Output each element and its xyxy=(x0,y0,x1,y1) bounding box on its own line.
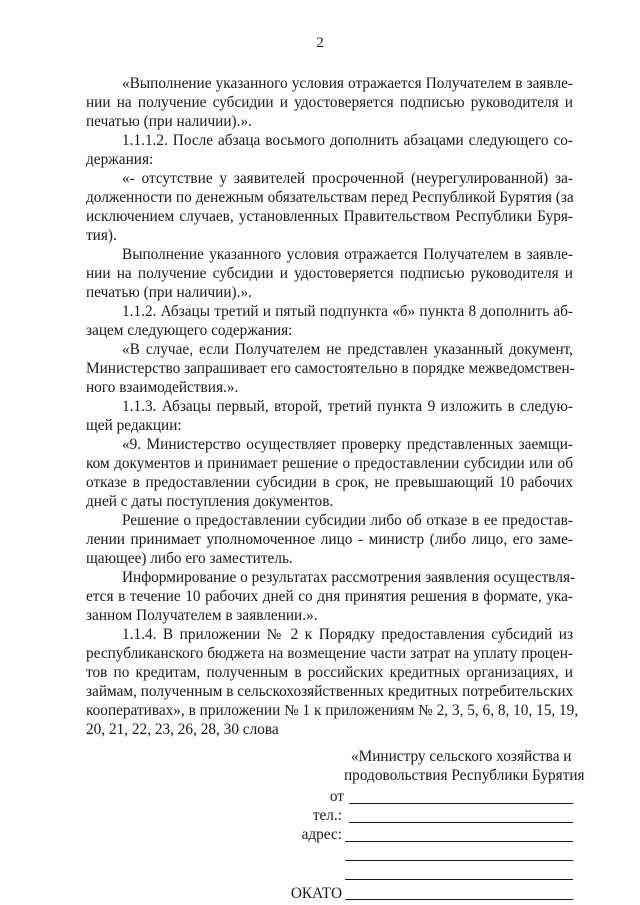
text-line: долженности по денежным обязательствам перед Республикой Бурятия (за xyxy=(86,189,574,206)
text-line: ного взаимодействия.». xyxy=(86,379,239,396)
phone-input-line[interactable] xyxy=(349,822,573,823)
text-line: «- отсутствие у заявителей просроченной (неурегулированной) за- xyxy=(122,170,573,187)
okato-label: ОКАТО xyxy=(290,885,342,902)
address-input-line[interactable] xyxy=(345,879,573,880)
text-line: 1.1.4. В приложении № 2 к Порядку предоставления субсидий из xyxy=(122,626,573,643)
text-line: 20, 21, 22, 23, 26, 28, 30 слова xyxy=(86,721,279,738)
text-line: «В случае, если Получателем не представлен указанный документ, xyxy=(122,341,573,358)
phone-label: тел.: xyxy=(312,807,342,824)
text-line: 1.1.1.2. После абзаца восьмого дополнить абзацами следующего со- xyxy=(122,132,573,149)
text-line: печатью (при наличии).». xyxy=(86,284,252,301)
text-line: ется в течение 10 рабочих дней со дня принятия решения в формате, ука- xyxy=(86,588,573,605)
text-line: кооперативах», в приложении № 1 к приложениям № 2, 3, 5, 6, 8, 10, 15, 19, xyxy=(86,702,579,719)
text-line: исключением случаев, установленных Правительством Республики Буря- xyxy=(86,208,573,225)
text-line: занном Получателем в заявлении.». xyxy=(86,607,318,624)
text-line: ком документов и принимает решение о предоставлении субсидии или об xyxy=(86,455,573,472)
text-line: займам, полученным в сельскохозяйственных кредитных потребительских xyxy=(86,683,574,700)
text-line: 1.1.2. Абзацы третий и пятый подпункта «б» пункта 8 дополнить аб- xyxy=(122,303,573,320)
text-line: зацем следующего содержания: xyxy=(86,322,293,339)
from-input-line[interactable] xyxy=(349,803,573,804)
address-label: адрес: xyxy=(301,826,342,843)
text-line: 1.1.3. Абзацы первый, второй, третий пункта 9 изложить в следую- xyxy=(122,398,573,415)
text-line: лении принимает уполномоченное лицо - министр (либо лицо, его заме- xyxy=(86,531,573,548)
address-input-line[interactable] xyxy=(345,841,573,842)
text-line: нии на получение субсидии и удостоверяется подписью руководителя и xyxy=(86,265,573,282)
page-number: 2 xyxy=(316,35,324,51)
text-line: печатью (при наличии).». xyxy=(86,113,252,130)
text-line: щающее) либо его заместитель. xyxy=(86,550,293,567)
addressee-line: продовольствия Республики Бурятия xyxy=(344,767,585,784)
text-line: Решение о предоставлении субсидии либо об отказе в ее предостав- xyxy=(122,512,573,529)
text-line: тия). xyxy=(86,227,117,244)
text-line: отказе в предоставлении субсидии в срок, не превышающий 10 рабочих xyxy=(86,474,573,491)
address-input-line[interactable] xyxy=(345,860,573,861)
text-line: «Выполнение указанного условия отражается Получателем в заявле- xyxy=(122,75,573,92)
text-line: Информирование о результатах рассмотрения заявления осуществля- xyxy=(122,569,576,586)
text-line: тов по кредитам, полученным в российских кредитных организациях, и xyxy=(86,664,573,681)
text-line: Выполнение указанного условия отражается Получателем в заявле- xyxy=(122,246,573,263)
text-line: держания: xyxy=(86,151,154,168)
okato-input-line[interactable] xyxy=(345,899,573,900)
text-line: «9. Министерство осуществляет проверку представленных заемщи- xyxy=(122,436,573,453)
text-line: нии на получение субсидии и удостоверяется подписью руководителя и xyxy=(86,94,573,111)
from-label: от xyxy=(329,788,344,805)
text-line: щей редакции: xyxy=(86,417,182,434)
text-line: республиканского бюджета на возмещение части затрат на уплату процен- xyxy=(86,645,573,662)
addressee-line: «Министру сельского хозяйства и xyxy=(351,748,572,765)
text-line: Министерство запрашивает его самостоятельно в порядке межведомствен- xyxy=(86,360,575,377)
text-line: дней с даты поступления документов. xyxy=(86,493,334,510)
